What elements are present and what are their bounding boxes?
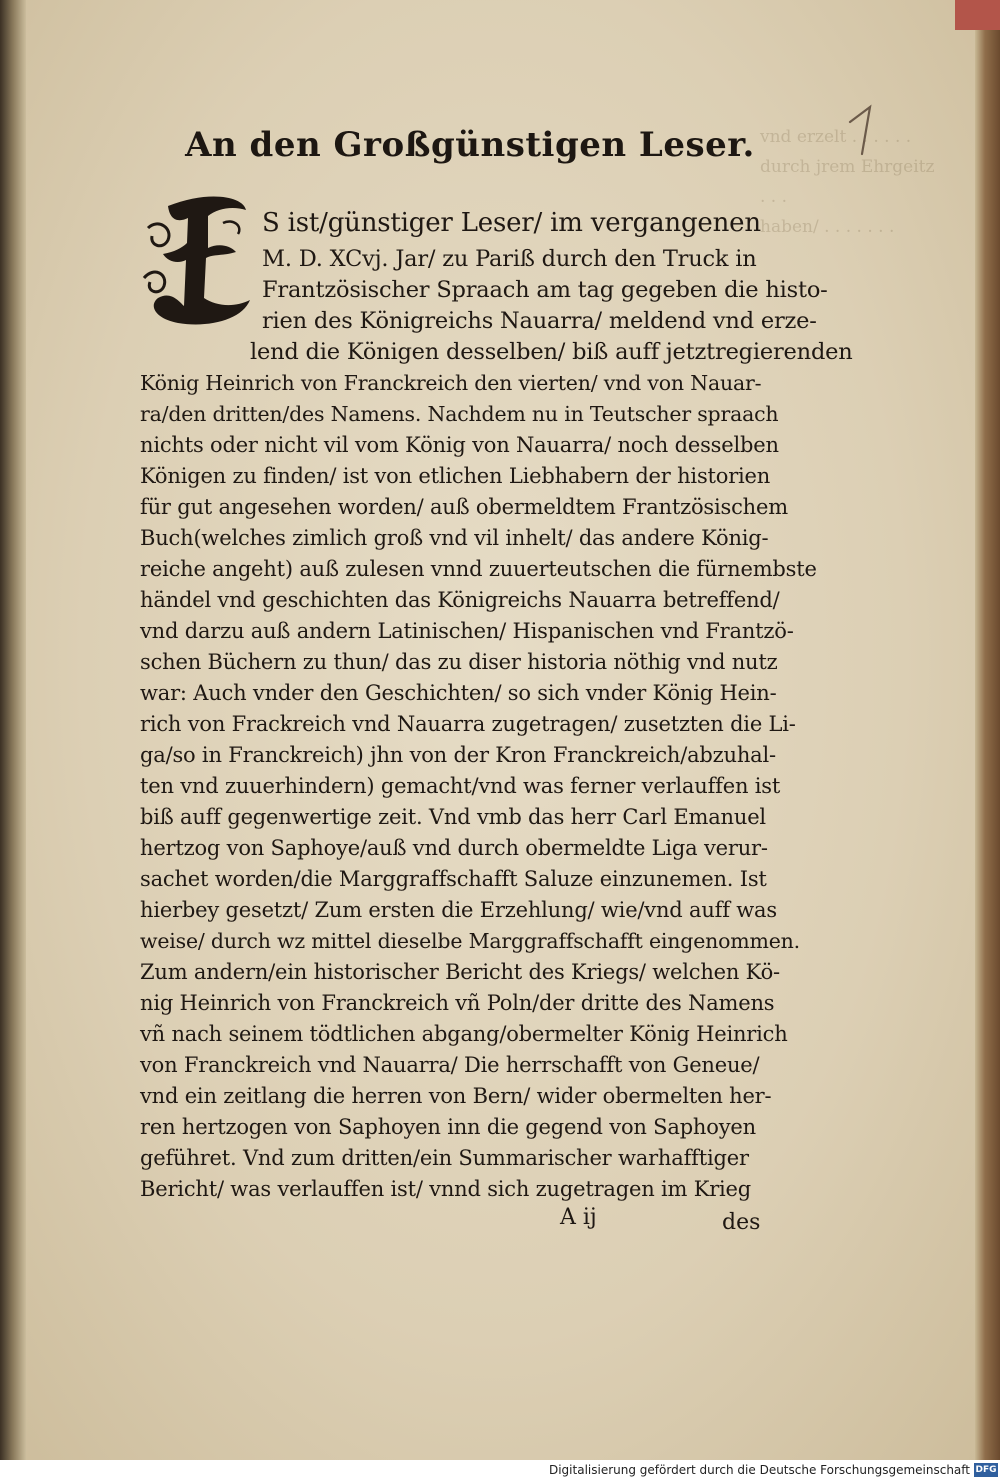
- text-line: vnd darzu auß andern Latinischen/ Hispanischen vnd Frantzö-: [140, 619, 794, 643]
- page-edge: [975, 0, 1000, 1460]
- text-line: M. D. XCvj. Jar/ zu Pariß durch den Truck in: [262, 246, 757, 272]
- footer-credit: Digitalisierung gefördert durch die Deutsche Forschungsgemeinschaft: [548, 1463, 970, 1477]
- text-line: König Heinrich von Franckreich den vierten/ vnd von Nauar-: [140, 371, 762, 395]
- text-line: rich von Frackreich vnd Nauarra zugetragen/ zusetzten die Li-: [140, 712, 796, 736]
- text-line: biß auff gegenwertige zeit. Vnd vmb das herr Carl Emanuel: [140, 805, 766, 829]
- text-line: S ist/günstiger Leser/ im vergangenen: [262, 208, 761, 238]
- text-line: Bericht/ was verlauffen ist/ vnnd sich zugetragen im Krieg: [140, 1177, 752, 1201]
- text-line: nig Heinrich von Franckreich vñ Poln/der dritte des Namens: [140, 991, 775, 1015]
- text-line: hertzog von Saphoye/auß vnd durch obermeldte Liga verur-: [140, 836, 768, 860]
- text-line: schen Büchern zu thun/ das zu diser historia nöthig vnd nutz: [140, 650, 778, 674]
- red-page-edge: [955, 0, 1000, 30]
- text-line: von Franckreich vnd Nauarra/ Die herrschafft von Geneue/: [140, 1053, 760, 1077]
- text-line: vnd ein zeitlang die herren von Bern/ wider obermelten her-: [140, 1084, 772, 1108]
- folio-number: [830, 92, 900, 162]
- text-line: händel vnd geschichten das Königreichs Nauarra betreffend/: [140, 588, 780, 612]
- bleed-through-text: vnd erzelt . . . . . . durch jrem Ehrgeitz . . . haben/ . . . . . . .: [760, 127, 935, 237]
- text-line: sachet worden/die Marggraffschafft Saluze einzunemen. Ist: [140, 867, 767, 891]
- text-line: für gut angesehen worden/ auß obermeldtem Frantzösischem: [140, 495, 788, 519]
- text-line: ten vnd zuuerhindern) gemacht/vnd was ferner verlauffen ist: [140, 774, 781, 798]
- text-line: Königen zu finden/ ist von etlichen Liebhabern der historien: [140, 464, 771, 488]
- drop-cap-initial: [138, 188, 258, 338]
- signature-mark: A ij: [560, 1205, 597, 1230]
- text-line: ra/den dritten/des Namens. Nachdem nu in Teutscher spraach: [140, 402, 779, 426]
- text-line: ga/so in Franckreich) jhn von der Kron Franckreich/abzuhal-: [140, 743, 776, 767]
- text-line: Buch(welches zimlich groß vnd vil inhelt/ das andere König-: [140, 526, 769, 550]
- text-line: nichts oder nicht vil vom König von Nauarra/ noch desselben: [140, 433, 779, 457]
- text-line: ren hertzogen von Saphoyen inn die gegend von Saphoyen: [140, 1115, 756, 1139]
- text-line: geführet. Vnd zum dritten/ein Summarischer warhafftiger: [140, 1146, 749, 1170]
- svg-text:1: 1: [880, 152, 881, 153]
- text-line: hierbey gesetzt/ Zum ersten die Erzehlung/ wie/vnd auff was: [140, 898, 777, 922]
- text-line: reiche angeht) auß zulesen vnnd zuuerteutschen die fürnembste: [140, 557, 817, 581]
- svg-text:E: E: [138, 188, 139, 189]
- text-line: Frantzösischer Spraach am tag gegeben die histo-: [262, 277, 828, 303]
- text-line: vñ nach seinem tödtlichen abgang/obermelter König Heinrich: [140, 1022, 788, 1046]
- text-line: weise/ durch wz mittel dieselbe Marggraffschafft eingenommen.: [140, 929, 800, 953]
- text-line: Zum andern/ein historischer Bericht des Kriegs/ welchen Kö-: [140, 960, 780, 984]
- footer-bar: [0, 1460, 1000, 1482]
- text-line: rien des Königreichs Nauarra/ meldend vnd erze-: [262, 308, 817, 334]
- text-line: war: Auch vnder den Geschichten/ so sich vnder König Hein-: [140, 681, 777, 705]
- catchword: des: [722, 1210, 761, 1235]
- book-gutter: [0, 0, 26, 1460]
- text-line: lend die Königen desselben/ biß auff jetztregierenden: [250, 339, 853, 365]
- page-title: An den Großgünstigen Leser.: [185, 125, 755, 165]
- dfg-logo-icon: DFG: [975, 1465, 997, 1475]
